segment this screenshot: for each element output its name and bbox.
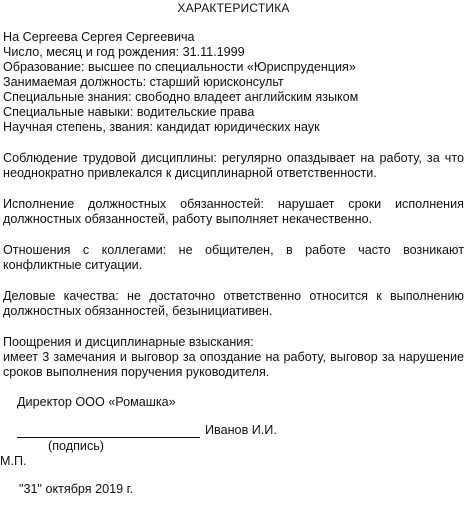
special-knowledge-line: Специальные знания: свободно владеет английским языком [3, 90, 359, 104]
incentives-paragraph: имеет 3 замечания и выговор за опоздание на работу, выговор за нарушение сроков выполнения поручения руководителя. [3, 350, 464, 379]
business-qualities-paragraph: Деловые качества: не достаточно ответственно относится к выполнению должностных обязанностей, безынициативен. [3, 289, 464, 318]
document [3, 0, 464, 380]
subject-name-line: На Сергеева Сергея Сергеевича [3, 30, 195, 44]
position-line: Занимаемая должность: старший юрисконсульт [3, 75, 284, 89]
labor-discipline-paragraph: Соблюдение трудовой дисциплины: регулярно опаздывает на работу, за что неоднократно привлекался к дисциплинарной ответственности. [3, 151, 464, 180]
duties-paragraph: Исполнение должностных обязанностей: нарушает сроки исполнения должностных обязанностей, работу выполняет некачественно. [3, 197, 464, 226]
document-title: ХАРАКТЕРИСТИКА [177, 1, 290, 15]
academic-degree-line: Научная степень, звания: кандидат юридических наук [3, 120, 320, 134]
document-date: "31" октября 2019 г. [19, 482, 134, 496]
signature-line [17, 423, 200, 438]
signature-underline [17, 425, 200, 438]
header-block [3, 30, 464, 135]
signatory-title: Директор ООО «Ромашка» [17, 395, 176, 409]
colleagues-paragraph: Отношения с коллегами: не общителен, в работе часто возникают конфликтные ситуации. [3, 243, 464, 272]
incentives-heading: Поощрения и дисциплинарные взыскания: [3, 335, 254, 349]
special-skills-line: Специальные навыки: водительские права [3, 105, 255, 119]
education-line: Образование: высшее по специальности «Юриспруденция» [3, 60, 356, 74]
birth-date-line: Число, месяц и год рождения: 31.11.1999 [3, 45, 245, 59]
signer-name: Иванов И.И. [205, 423, 277, 437]
stamp-label: М.П. [0, 454, 27, 468]
signature-caption: (подпись) [48, 439, 104, 453]
